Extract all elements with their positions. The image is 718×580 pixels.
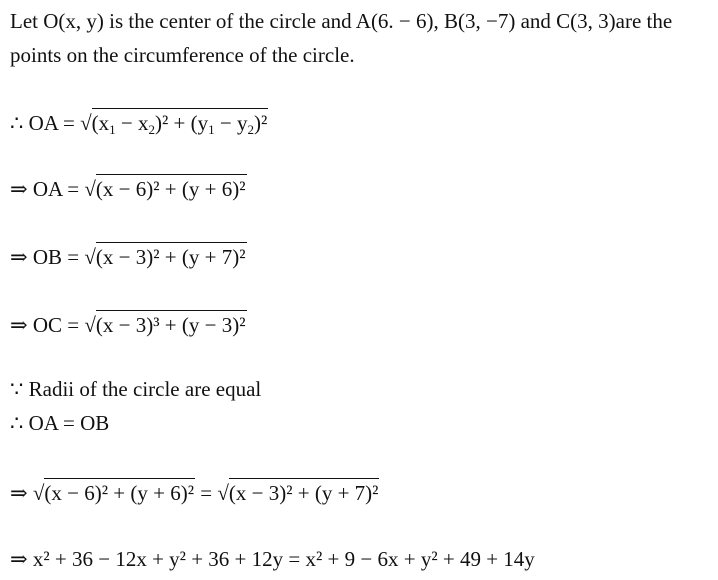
ob-sqrt [84,242,246,270]
radii-equal-statement: ∵ Radii of the circle are equal [10,377,262,401]
oa-lead: ⇒ OA = [10,177,85,201]
radical-sign: √ [32,481,45,505]
distance-formula [10,108,268,143]
ob-expression [10,242,247,270]
radical-sign: √ [84,177,96,201]
oc-sqrt [84,310,246,338]
radical-sign: √ [217,481,229,505]
formula-subscript: 1 [109,122,116,137]
formula-part: )² [254,111,268,135]
oa-equals-ob: ∴ OA = OB [10,411,110,435]
formula-lead: ∴ OA = [10,111,81,135]
formula-part: − x [115,111,149,135]
formula-part: (x [91,111,110,135]
formula-radicand [92,108,269,143]
equation-lead: ⇒ [10,481,33,505]
oa-radicand: (x − 6)² + (y + 6)² [96,174,247,202]
oa-expression [10,174,247,202]
intro-line-1: Let O(x, y) is the center of the circle and A(6. − 6), B(3, −7) and C(3, 3)are the [10,9,673,33]
formula-part: − y [214,111,248,135]
radical-sign: √ [84,313,96,337]
equation-left-sqrt [33,478,195,506]
ob-radicand: (x − 3)² + (y + 7)² [96,242,247,270]
equation-left-radicand: (x − 6)² + (y + 6)² [44,478,195,506]
oa-sqrt [84,174,246,202]
equation-right-radicand: (x − 3)² + (y + 7)² [229,478,380,506]
formula-subscript: 2 [247,122,254,137]
formula-subscript: 1 [208,122,215,137]
expanded-equation: ⇒ x² + 36 − 12x + y² + 36 + 12y = x² + 9 − 6x + y² + 49 + 14y [10,547,535,571]
radical-sign: √ [80,111,92,135]
oc-lead: ⇒ OC = [10,313,85,337]
equation-right-sqrt [217,478,379,506]
formula-sqrt [80,108,268,143]
ob-lead: ⇒ OB = [10,245,85,269]
formula-part: )² + (y [155,111,209,135]
formula-subscript: 2 [148,122,156,137]
radical-sign: √ [84,245,96,269]
oc-radicand: (x − 3)³ + (y − 3)² [96,310,247,338]
intro-line-2: points on the circumference of the circle. [10,43,355,67]
distance-equation [10,478,379,506]
equation-equals: = [195,481,218,505]
oc-expression [10,310,247,338]
